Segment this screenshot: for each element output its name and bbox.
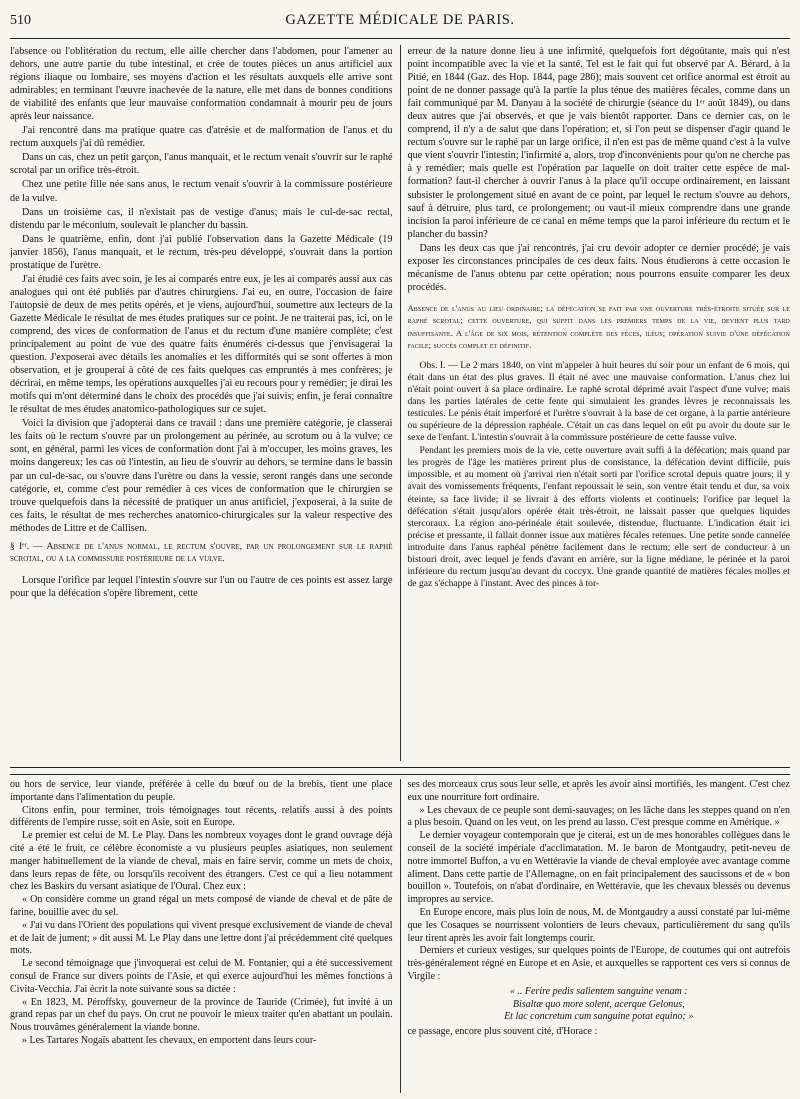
paragraph: Dans le quatrième, enfin, dont j'ai publié l'observation dans la Gazette Médicale (19 janvier 1856), l'anus manquait, et le rectum, très-peu développé, s'ouvrait dans la portion prostatique de l'urètre. — [10, 233, 393, 271]
paragraph: Chez une petite fille née sans anus, le rectum venait s'ouvrir à la commissure postérieure de la vulve. — [10, 179, 393, 204]
paragraph: Le dernier voyageur contemporain que je citerai, est un de mes honorables collègues dans le conseil de la société impériale d'acclimatation. M. le baron de Montgaudry, petit-neveu de notre immortel Buffon, a vu en Wettéravie la viande de cheval employée avec avantage comme aliment. Dans cette partie de l'Allemagne, on en fait principalement des saucissons et de « bon bouillon ». Toutefois, on n'abat d'ordinaire, en Wettéravie, que les chevaux blessés ou devenus impropres au service. — [407, 830, 790, 906]
paragraph: l'absence ou l'oblitération du rectum, elle aille chercher dans l'abdomen, pour l'amener au dehors, une autre partie du tube intestinal, et crée de toutes pièces un anus artificiel aux régions iliaque ou lombaire, ses moyens d'action et les résultats auxquels elle arrive sont admirables; en terminant l'œuvre inachevée de la nature, elle met dans de bonnes conditions de viabilité des enfants que leur mauvaise conformation condamnait à mourir peu de jours après leur naissance. — [10, 46, 393, 123]
paragraph: ses des morceaux crus sous leur selle, et après les avoir ainsi mortifiés, les mangent. C'est chez eux une nourriture fort ordinaire. — [407, 779, 790, 803]
paragraph: ce passage, encore plus souvent cité, d'Horace : — [407, 1026, 598, 1038]
paragraph: ou hors de service, leur viande, préférée à celle du bœuf ou de la brebis, tient une place importante dans l'alimentation du peuple. — [10, 779, 393, 803]
verse-line: Et lac concretum cum sanguine potat equino; » — [504, 1011, 694, 1023]
quote-paragraph: « En 1823, M. Péroffsky, gouverneur de la province de Tauride (Crimée), fut invité à un grand repas par un chef du pays. On crut ne pouvoir le mieux traiter qu'en abattant un poulain. Nous trouvâmes généralement la viande bonne. — [10, 996, 393, 1034]
paragraph: Dans un cas, chez un petit garçon, l'anus manquait, et le rectum venait s'ouvrir sur le raphé scrotal par un orifice très-étroit. — [10, 152, 393, 177]
quote-paragraph: « J'ai vu dans l'Orient des populations qui vivent presque exclusivement de viande de cheval et de lait de jument; » dit aussi M. Le Play dans une lettre dont j'ai précédemment cité quelques mots. — [10, 919, 393, 957]
page-header — [10, 12, 790, 39]
paragraph: Le second témoignage que j'invoquerai est celui de M. Fontanier, qui a été successivement consul de France sur divers points de l'Asie, et qui exerce aujourd'hui les mêmes fonctions à Civita-Vecchia. J'ai écrit la note suivante sous sa dictée : — [10, 958, 393, 995]
case-heading: Absence de l'anus au lieu ordinaire; la défécation se fait par une ouverture très-étroite située sur le raphé scrotal; cette ouverture, qui suffit dans les premiers temps de la vie, devient plus tard insuffisante. A l'âge de six mois, rétention complète des fèces, iléus; opération suivie d'une défécation facile; succès complet et définitif. — [407, 302, 790, 351]
article-left-column — [10, 45, 400, 761]
paragraph: erreur de la nature donne lieu à une infirmité, quelquefois fort dégoûtante, mais qui n'est point incompatible avec la vie et la santé. Tel est le fait qui fut observé par A. Bérard, à la Pitié, en 1844 (Gaz. des Hop. 1844, page 286); mais souvent cet orifice anormal est étroit au point de ne donner passage qu'à la partie la plus ténue des matières fécales, comme dans un fait communiqué par M. Danyau à la société de chirurgie (séance du 1ᵉʳ août 1849), ou dans deux autres que j'ai observés, et que je vais bientôt rapporter. Dans ce dernier cas, on le comprend, il n'y a de salut que dans l'opération; et, si l'on peut se dispenser d'agir quand le rectum s'ouvre sur le raphé par un large orifice, il n'en est pas de même quand c'est à la vulve que vient s'ouvrir l'intestin; l'infirmité a, alors, trop d'inconvénients pour qu'on ne cherche pas à y remédier; mais quelle est l'opération par laquelle on doit traiter cette espèce de mal-formation? faut-il chercher à ouvrir l'anus à la place qu'il occupe ordinairement, en laissant subsister le prolongement situé en avant de ce point, par lequel le rectum s'ouvre au dehors, sauf à détruire, plus tard, ce prolongement; ou vaut-il mieux comprendre dans une grande incision la paroi inférieure de ce canal en même temps que la paroi inférieure du rectum et le plancher du bassin? — [407, 46, 790, 240]
feuilleton-right-column — [400, 779, 790, 1093]
paragraph: J'ai étudié ces faits avec soin, je les ai comparés entre eux, je les ai comparés aussi aux cas analogues qui ont été publiés par d'autres chirurgiens. J'ai eu, en outre, l'occasion de faire l'autopsie de deux de mes petits opérés, et je viens, aujourd'hui, soumettre aux lecteurs de la Gazette Médicale le résultat de mes études pratiques sur ce point. Je ne traiterai pas, ici, on le comprend, des vices de conformation de l'anus et du rectum d'une manière complète; c'est principalement au point de vue des quatre faits énumérés ci-dessus que j'envisagerai la question. J'exposerai avec détails les anomalies et les difformités qui se sont offertes à mon observation, et je grouperai à côté de ces faits quelques cas empruntés à mes confrères; je décrirai, en même temps, les opérations auxquelles j'ai eu recours pour y remédier; je dirai les motifs qui m'ont déterminé dans le choix des procédés que j'ai suivis; enfin, je ferai connaître le résultat de mes études anatomico-pathologiques sur ce sujet. — [10, 273, 393, 416]
paragraph: Dans les deux cas que j'ai rencontrés, j'ai cru devoir adopter ce dernier procédé; je vais exposer les circonstances principales de ces deux faits. Nous étudierons à cette occasion le mécanisme de l'anus obtenu par cette opération; nous pourrons ensuite comparer les deux procédés. — [407, 242, 790, 293]
paragraph: Citons enfin, pour terminer, trois témoignages tout récents, relatifs aussi à des points différents de l'empire russe, soit en Asie, soit en Europe. — [10, 804, 393, 829]
verse-line: « .. Ferire pedis salientem sanguine venam : — [509, 985, 688, 997]
paragraph: Lorsque l'orifice par lequel l'intestin s'ouvre sur l'un ou l'autre de ces points est assez large pour que la défécation s'opère librement, cette — [10, 574, 393, 599]
paragraph: J'ai rencontré dans ma pratique quatre cas d'atrésie et de malformation de l'anus et du rectum auxquels j'ai dû remédier. — [10, 125, 393, 150]
feuilleton-section — [10, 775, 790, 1093]
paragraph: Obs. I. — Le 2 mars 1840, on vint m'appeler à huit heures du soir pour un enfant de 6 mois, qui était dans un état des plus graves. Il était né avec une mauvaise conformation. L'anus chez lui n'était point ouvert à sa place ordinaire. Le raphé scrotal déprimé avait l'aspect d'une vulve; mais dans les parties latérales de cette fente qui simulaient les grandes lèvres je reconnaissais les testicules. Le pénis était imperforé et l'urètre s'ouvrait à la base de cet organe, à la partie antérieure ou supérieure de la dépression raphéale. C'était un cas dans lequel on eût pu avoir du doute sur le sexe de l'enfant. L'intestin s'ouvrait à la commissure postérieure de cette fausse vulve. — [407, 359, 790, 444]
article-section — [10, 39, 790, 761]
paragraph: Dans un troisième cas, il n'existait pas de vestige d'anus; mais le cul-de-sac rectal, distendu par le méconium, soulevait le plancher du bassin. — [10, 206, 393, 231]
feuilleton-divider — [10, 767, 790, 775]
article-right-column — [400, 45, 790, 761]
section-heading: § Iᵉʳ. — Absence de l'anus normal, le rectum s'ouvre, par un prolongement sur le raphé scrotal, ou a la commissure postérieure de la vulve. — [10, 540, 393, 565]
journal-title: GAZETTE MÉDICALE DE PARIS. — [285, 12, 515, 28]
page-number: 510 — [10, 13, 31, 28]
paragraph: Derniers et curieux vestiges, sur quelques points de l'Europe, de coutumes qui ont autrefois très-généralement régné en Europe et en Asie, et auxquelles se rapportent ces vers si connus de Virgile : — [407, 945, 790, 982]
paragraph: Le premier est celui de M. Le Play. Dans les nombreux voyages dont le grand ouvrage déjà cité a été le fruit, ce célèbre économiste a vu plusieurs peuples asiatiques, non seulement manger habituellement de la viande de cheval, mais en faire servir, comme un mets de choix, dans leurs repas de fête, ou lorsqu'ils recoivent des étrangers. C'est ce qui a lieu notamment chez les Baskirs du versant asiatique de l'Oural. Chez eux : — [10, 830, 393, 893]
quote-paragraph: « On considère comme un grand régal un mets composé de viande de cheval et de pâte de farine, bouillie avec du sel. — [10, 894, 393, 918]
quote-paragraph: » Les chevaux de ce peuple sont demi-sauvages; on les lâche dans les steppes quand on n'en a plus besoin. Quand on les veut, on les prend au lasso. C'est presque comme en Amérique. » — [407, 804, 790, 829]
paragraph: Voici la division que j'adopterai dans ce travail : dans une première catégorie, je classerai les faits où le rectum s'ouvre par un prolongement au périnée, au scrotum ou à la vulve; ce sont, en général, parmi les vices de conformation dont j'ai à m'occuper, les moins graves, les moins dangereux; les cas où l'intestin, au lieu de s'ouvrir au dehors, se termine dans le bassin par un cul-de-sac, ou s'ouvre dans l'urètre ou dans la vessie, seront rangés dans une seconde catégorie, et, comme c'est pour remédier à ces vices de conformation que le chirurgien se trouve quelquefois dans la nécessité de pratiquer un anus artificiel, j'exposerai, à la suite de ces faits, le résultat de mes recherches anatomico-chirurgicales sur la valeur respective des méthodes de Littre et de Callisen. — [10, 418, 393, 534]
paragraph: Pendant les premiers mois de la vie, cette ouverture avait suffi à la défécation; mais quand par les progrès de l'âge les matières prirent plus de consistance, la défécation devint difficile, puis impossible, et au moment où j'arrivai rien n'était sorti par l'orifice scrotal depuis quatre jours; il y avait des vomissements fréquents, l'enfant repoussait le sein, son ventre était tendu et dur, sa voix éteinte, sa face livide; il se livrait à des efforts violents et continuels; l'orifice par lequel la défécation s'était jusqu'alors opérée était très-étroit, ne laissait passer que quelques liquides stercoraux. La région ano-périnéale était soulevée, distendue, fluctuante. L'indication était ici précise et pressante, il fallait donner issue aux matières fécales retenues. Une petite sonde cannelée introduite dans l'anus raphéal pénètre facilement dans le rectum; elle sert de conducteur à un bistouri droit, avec lequel je fends d'avant en arrière, sur la ligne médiane, le périnée et la paroi inférieure du rectum jusqu'au devant du coccyx. Une grande quantité de matières fécales molles et de gaz s'échappe à l'instant. Avec des pinces à tor- — [407, 445, 790, 590]
verse-line: Bisaltæ quo more solent, acerque Gelonus, — [512, 998, 685, 1010]
feuilleton-left-column — [10, 779, 400, 1093]
quote-paragraph: » Les Tartares Nogaïs abattent les chevaux, en emportent dans leurs cour- — [22, 1034, 317, 1046]
paragraph: En Europe encore, mais plus loin de nous, M. de Montgaudry a aussi constaté par lui-même que les Cosaques se nourrissent volontiers de leurs chevaux, particulièrement du sang qu'ils leur tirent après les avoir fait longtemps courir. — [407, 906, 790, 944]
latin-verse — [407, 986, 790, 1024]
